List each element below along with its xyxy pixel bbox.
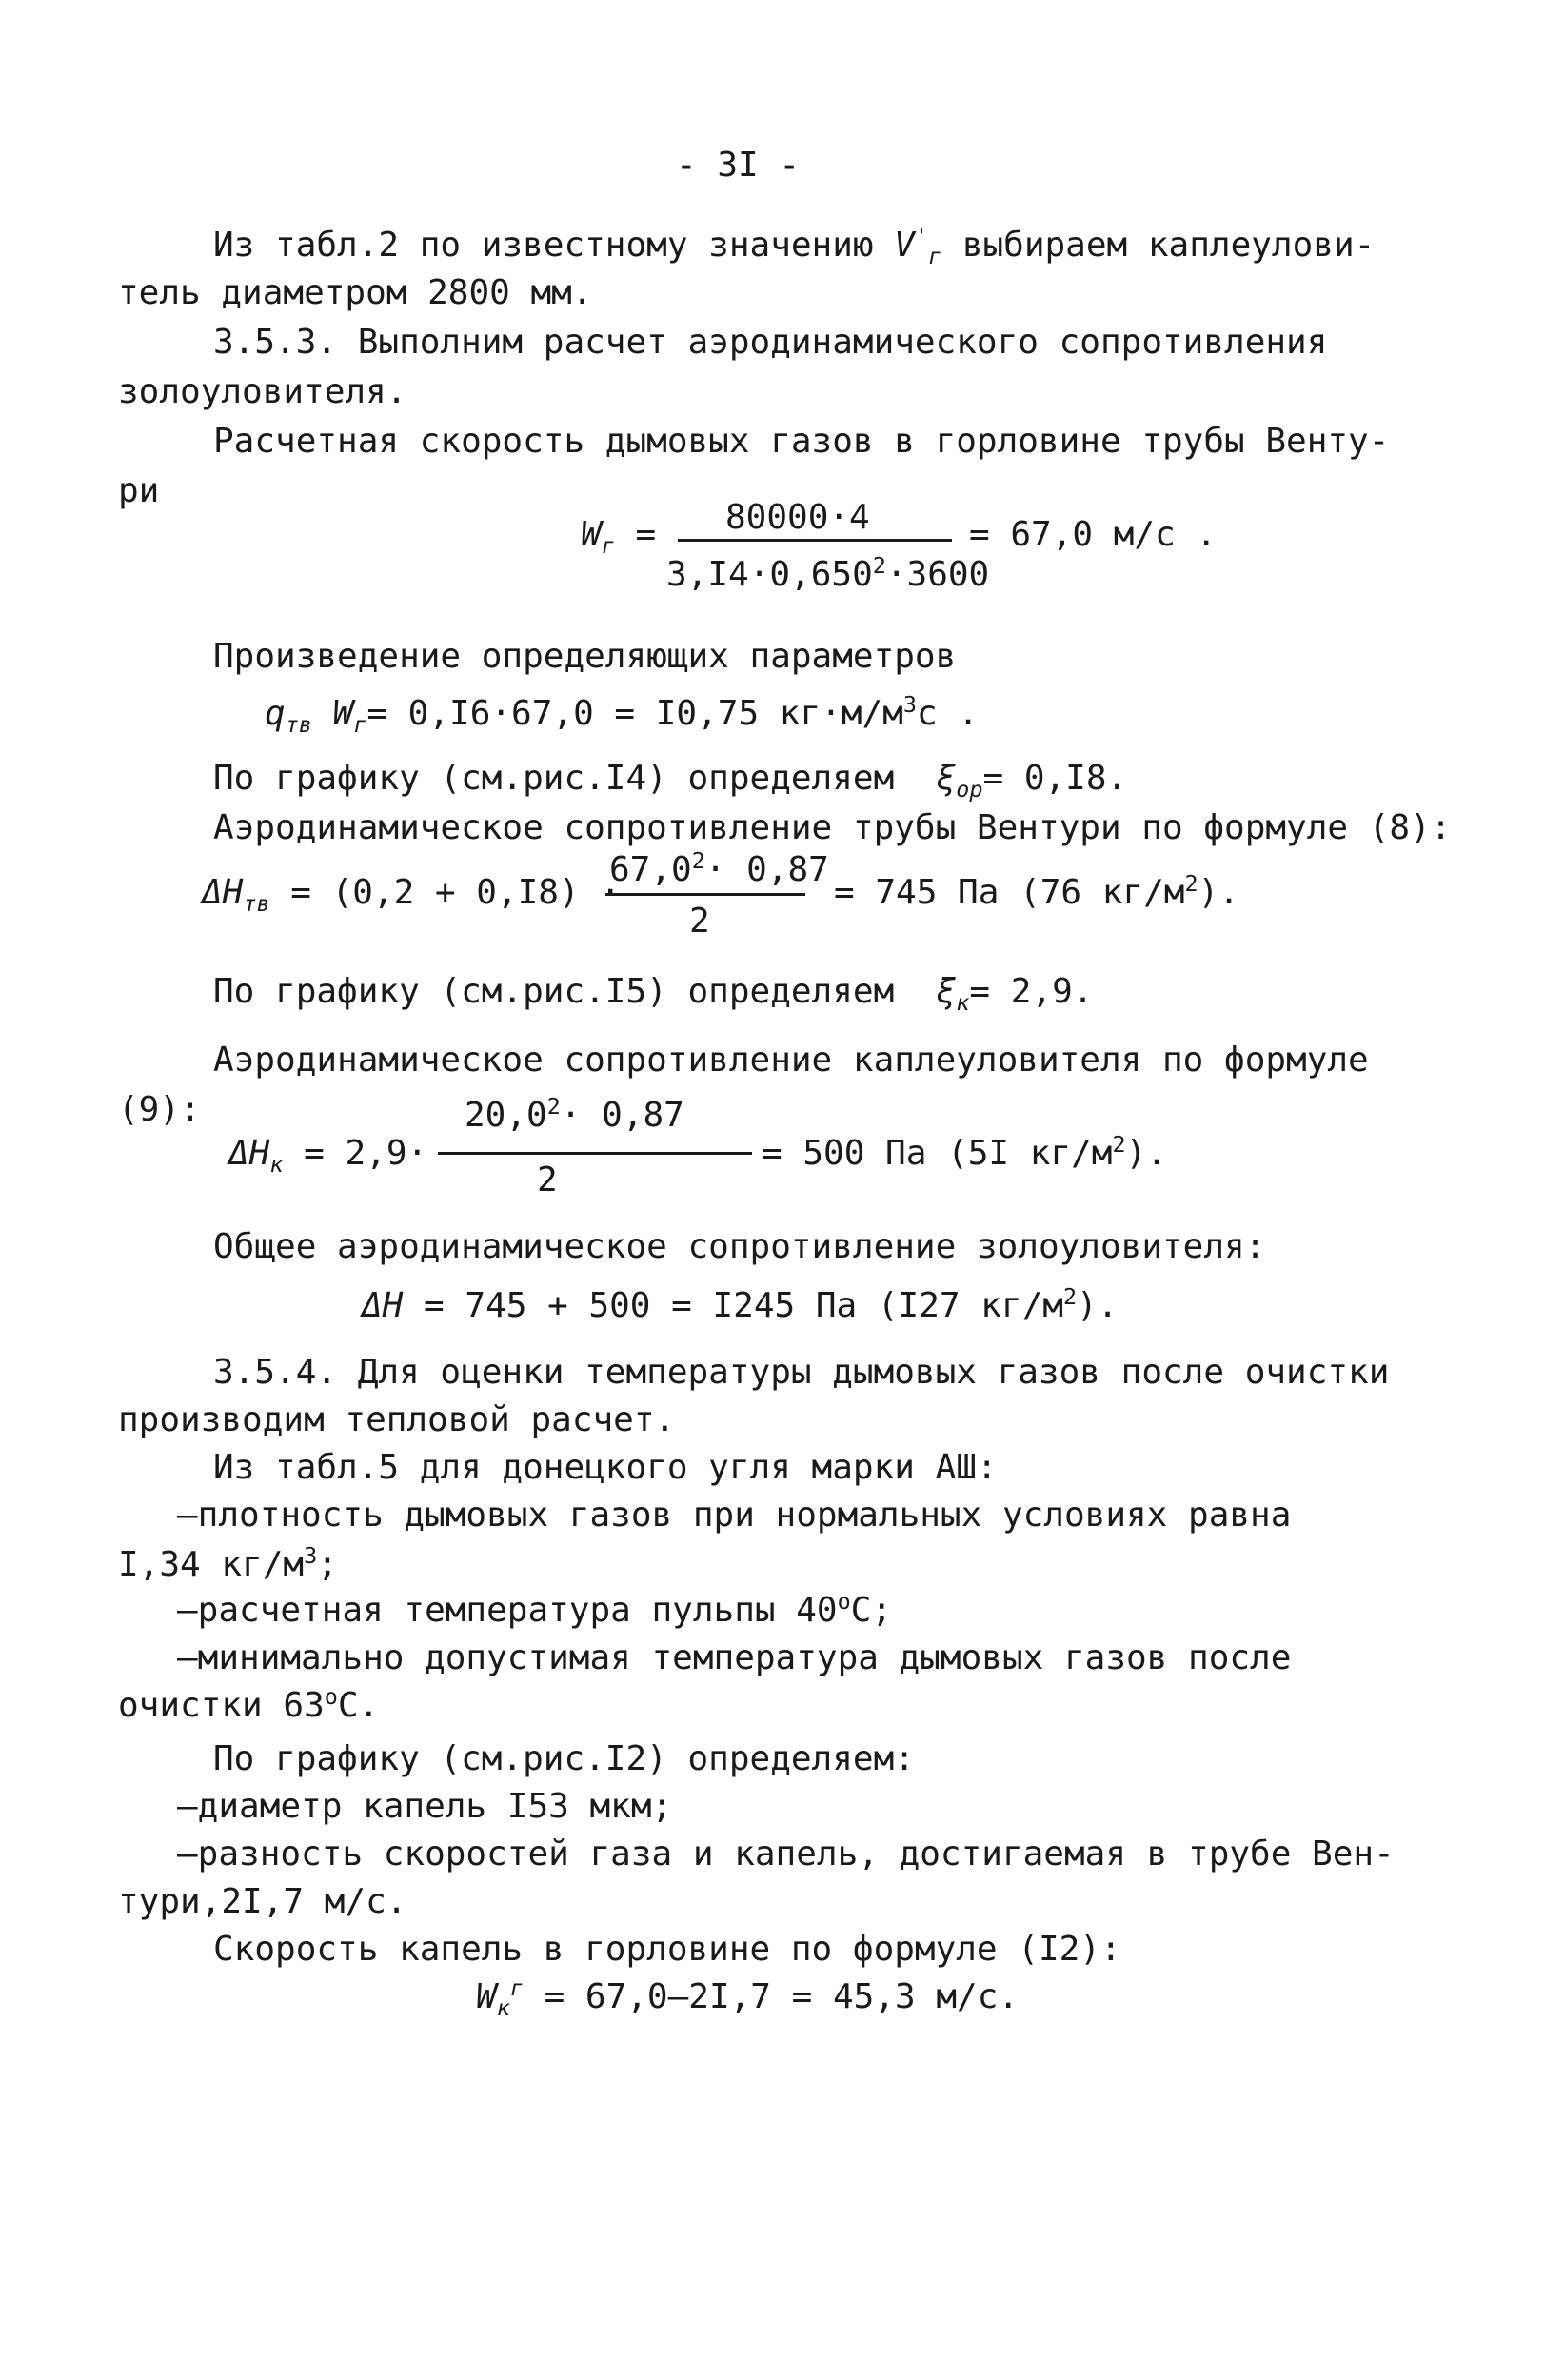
catcher-res-lhs: $\Delta H_к = 2,9\cdot$ <box>228 1134 428 1179</box>
s353-line2: золоуловителя. <box>118 372 407 411</box>
speed-line2: ри <box>118 471 160 510</box>
s354-line11: –разность скоростей газа и капель, достигаемая в трубе Вен- <box>177 1835 1395 1874</box>
s354-line13: Скорость капель в горловине по формуле (I2): <box>213 1930 1121 1969</box>
venturi-res-label: Аэродинамическое сопротивление трубы Вентури по формуле (8): <box>213 808 1452 847</box>
s354-line12: тури,2I,7 м/с. <box>118 1882 407 1921</box>
s354-line9: По графику (см.рис.I2) определяем: <box>213 1739 915 1778</box>
speed-numerator: 80000·4 <box>725 498 870 537</box>
s353-line1: 3.5.3. Выполним расчет аэродинамического сопротивления <box>213 323 1328 362</box>
s354-line8: очистки $63^оС$. <box>118 1683 380 1725</box>
s354-line10: –диаметр капель I53 мкм; <box>177 1787 673 1826</box>
speed-denominator: $3,I4\cdot 0,650^2\cdot 3600$ <box>666 552 990 594</box>
s354-line2: производим тепловой расчет. <box>118 1400 676 1439</box>
speed-fraction-bar <box>678 539 952 542</box>
s354-line1: 3.5.4. Для оценки температуры дымовых газов после очистки <box>213 1353 1390 1392</box>
speed-line1: Расчетная скорость дымовых газов в горловине трубы Венту- <box>213 422 1390 461</box>
total-formula: ΔH = 745 + 500 = I245 Па (I27 $кг/м^2$). <box>362 1283 1119 1325</box>
xi-k-symbol: $\xi_к$ <box>935 972 970 1017</box>
s354-line4: –плотность дымовых газов при нормальных условиях равна <box>177 1496 1292 1535</box>
s354-line7: –минимально допустимая температура дымовых газов после <box>177 1638 1292 1677</box>
catcher-res-numerator: $20,0^2\cdot 0,87$ <box>465 1093 684 1135</box>
product-label: Произведение определяющих параметров <box>213 637 957 676</box>
drop-speed-formula: $W_к^г = 67,0-2I,7 = 45,3$ м/с. <box>476 1974 1020 2022</box>
product-formula: $q_{тв}$ $W_г= 0,I6\cdot 67,0 = I0,75$ $кг\cdot м/м^3с$ . <box>265 691 979 739</box>
s354-line6: –расчетная температура пульпы $40^оС$; <box>177 1588 893 1630</box>
speed-lhs: $W_г$ = <box>581 515 657 560</box>
s354-line5: I,34 $кг/м^3$; <box>118 1542 338 1584</box>
speed-result: = 67,0 м/с . <box>969 515 1218 554</box>
catcher-res-result: = 500 Па (5I $кг/м^2$). <box>762 1131 1167 1173</box>
page-number: - 3I - <box>676 146 801 185</box>
p1-line2: тель диаметром 2800 мм. <box>118 273 593 312</box>
xi-or-symbol: $\xi_{ор}$ <box>935 759 983 803</box>
graph15-line: По графику (см.рис.I5) определяем $\xi_к= 2,9$. <box>213 972 1094 1017</box>
v-symbol: $V'_г$ <box>894 223 942 270</box>
venturi-res-numerator: $67,0^2\cdot 0,87$ <box>609 847 829 889</box>
catcher-res-label: Аэродинамическое сопротивление каплеуловителя по формуле <box>213 1041 1369 1080</box>
venturi-res-lhs: $\Delta H_{тв} = (0,2 + 0,I8)$ · <box>202 873 621 918</box>
venturi-res-fraction-bar <box>605 893 805 896</box>
catcher-res-ref: (9): <box>118 1090 201 1129</box>
catcher-res-denominator: 2 <box>537 1160 558 1200</box>
total-label: Общее аэродинамическое сопротивление золоуловителя: <box>213 1227 1266 1266</box>
graph14-line: По графику (см.рис.I4) определяем $\xi_{ор}= 0,I8$. <box>213 759 1128 803</box>
venturi-res-denominator: 2 <box>689 902 710 941</box>
venturi-res-result: = 745 Па (76 $кг/м^2$). <box>834 870 1239 912</box>
catcher-res-fraction-bar <box>438 1152 752 1155</box>
p1-line1: Из табл.2 по известному значению $V'_г$ выбираем каплеулови- <box>213 223 1376 270</box>
s354-line3: Из табл.5 для донецкого угля марки АШ: <box>213 1448 998 1487</box>
